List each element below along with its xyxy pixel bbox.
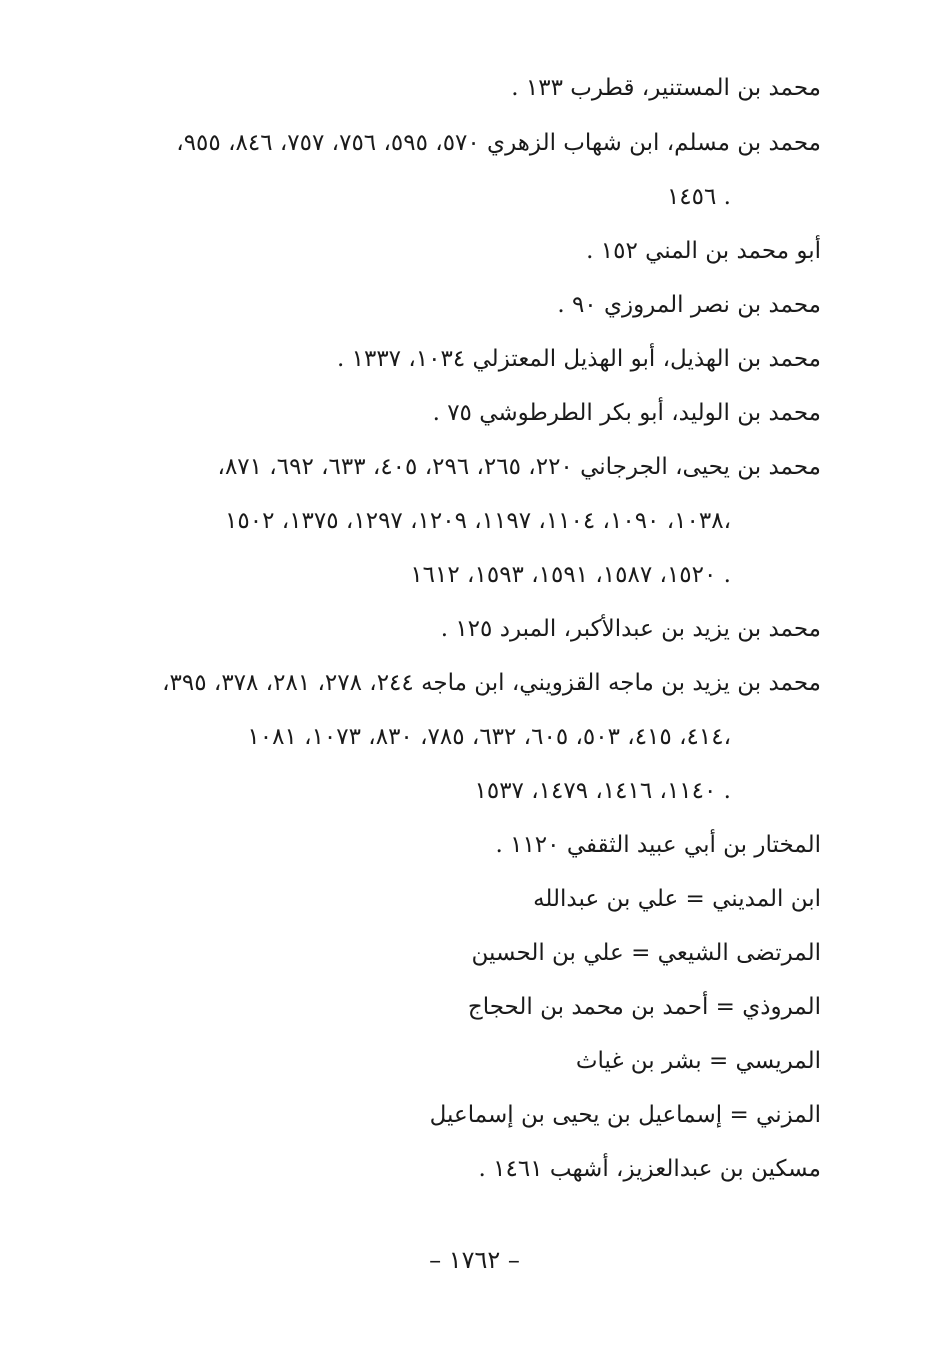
entry-line: محمد بن نصر المروزي ٩٠ . (557, 292, 821, 318)
entry-line: مسكين بن عبدالعزيز، أشهب ١٤٦١ . (478, 1156, 821, 1182)
entry-line: المرتضى الشيعي = علي بن الحسين (471, 940, 821, 966)
entry-line: محمد بن يزيد بن ماجه القزويني، ابن ماجه ٢٤٤، ٢٧٨، ٢٨١، ٣٧٨، ٣٩٥، (162, 670, 821, 696)
entry-line: المروذي = أحمد بن محمد بن الحجاج (467, 994, 821, 1020)
entry-continuation-line: ١٥٢٠، ١٥٨٧، ١٥٩١، ١٥٩٣، ١٦١٢ . (410, 562, 731, 588)
entry-continuation-line: ١١٤٠، ١٤١٦، ١٤٧٩، ١٥٣٧ . (474, 778, 731, 804)
entry-line: المختار بن أبي عبيد الثقفي ١١٢٠ . (495, 832, 821, 858)
entry-continuation-line: ٤١٤، ٤١٥، ٥٠٣، ٦٠٥، ٦٣٢، ٧٨٥، ٨٣٠، ١٠٧٣، ١٠٨١، (247, 724, 731, 750)
entry-line: المزني = إسماعيل بن يحيى بن إسماعيل (429, 1102, 821, 1128)
entry-line: محمد بن الهذيل، أبو الهذيل المعتزلي ١٠٣٤، ١٣٣٧ . (337, 346, 821, 372)
entry-line: محمد بن الوليد، أبو بكر الطرطوشي ٧٥ . (432, 400, 821, 426)
page-number: – ١٧٦٢ – (429, 1246, 520, 1274)
entry-continuation-line: ١٤٥٦ . (666, 184, 731, 210)
entry-line: أبو محمد بن المني ١٥٢ . (586, 238, 821, 264)
entry-line: محمد بن يحيى، الجرجاني ٢٢٠، ٢٦٥، ٢٩٦، ٤٠٥، ٦٣٣، ٦٩٢، ٨٧١، (217, 454, 821, 480)
entry-line: ابن المديني = علي بن عبدالله (533, 886, 821, 912)
entry-line: محمد بن مسلم، ابن شهاب الزهري ٥٧٠، ٥٩٥، ٧٥٦، ٧٥٧، ٨٤٦، ٩٥٥، (176, 130, 821, 156)
entry-line: محمد بن المستنير، قطرب ١٣٣ . (511, 75, 821, 101)
entry-continuation-line: ١٠٣٨، ١٠٩٠، ١١٠٤، ١١٩٧، ١٢٠٩، ١٢٩٧، ١٣٧٥، ١٥٠٢، (225, 508, 731, 534)
entry-line: محمد بن يزيد بن عبدالأكبر، المبرد ١٢٥ . (440, 616, 821, 642)
entry-line: المريسي = بشر بن غياث (575, 1048, 821, 1074)
